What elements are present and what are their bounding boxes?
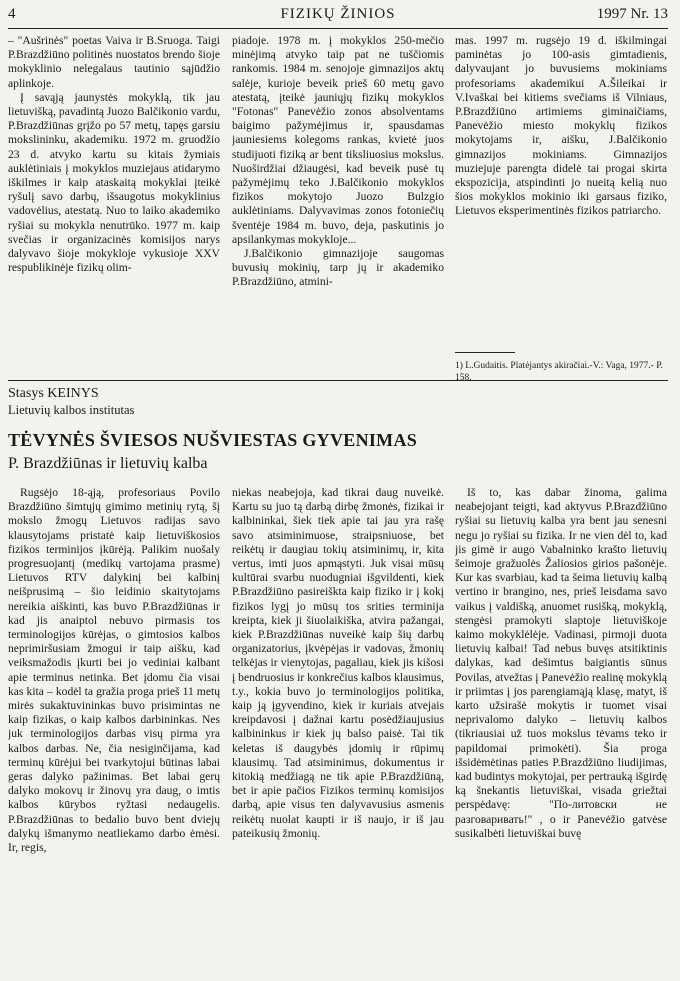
paragraph: Iš to, kas dabar žinoma, galima neabejojant teigti, kad aktyvus P.Brazdžiūno ryšiai su lietuvių kalba yra bent jau senesni negu jo ryšiai su fizika. Ir ne vien dėl to, kad jis gimė ir augo Vabalninko krašto lietuvių šeimoje gražuolės Žaliosios girios pašonėje. Kur kas svarbiau, kad ta šeima lietuvių kalbą vertino ir brangino, nes, prieš leisdama savo vaikus į valdišką, anuomet rusišką, mokyklą, stengėsi pramokyti slaptoje lietuviškoje kaimo mokyklėlėje. Vadinasi, pirmoji duota lietuvių kalbai! Tad nebus buvęs atsitiktinis dalykas, kad dešimtus baigiantis sūnus Povilas, atvežtas į Panevėžio realinę mokyklą ir priimtas į jos parengiamąją klasę, matyt, iš karto užsirašė mokytis ir tuomet visai neprivalomo dalyko – lietuvių kalbos (tikriausiai už tuos mokslus tėvams teko ir papildomai primokėti). Šia proga išsidėmėtinas paties P.Brazdžiūno liudijimas, kad budintys mokytojai, per pertrauką išgirdę ką šnekantis lietuviškai, visada griežtai perspėdavę: "По-литовски не разговаривать!" , o ir Panevėžio gatvėse susikalbėti lietuviškai buvę: [455, 486, 667, 840]
section-rule: [8, 380, 668, 381]
paragraph: Rugsėjo 18-ąją, profesoriaus Povilo Brazdžiūno šimtųjų gimimo metinių rytą, šį mokslo žmogų Lietuvos radijas savo klausytojams pristatė kaip lietuviškosios fizikos terminijos įkūrėją. Palikim nuošaly progresuojantį (medikų vartojama prasme) Lietuvos RTV dalykinį bei kalbinį neišprusimą – šio leidinio skaitytojams nereikia aiškinti, kas buvo P.Brazdžiūnas ir kad jis anaiptol nebuvo pirmasis tos terminologijos kūrėjas, o gimtosios kalbos neprimiršusiam žmogui ir taip aišku, kad veiksmažodis įkurti bei jo vediniai kalbant apie terminus netinka. Bet įdomu čia visai kas kita – kodėl ta gražia proga prieš 11 metų mirės sukaktuvininkas buvo prisimintas ne kaip fizikas, o kaip kalbos darbininkas. Nes juk terminologijos darbas visų pirma yra kalbos darbas. Ne, čia nesiginčijama, kad terminų kūrėjui bei tvarkytojui būtinas labai geras dalyko pažinimas. Bet labai gerų dalyko mokovų ir žinovų yra daug, o imtis kalbos kūrybos ryžtasi nedaugelis. P.Brazdžiūnas to bedalio buvo bent dviejų dalykų išmanymo neatliekamo darbo ėmėsi. Ir, regis,: [8, 486, 220, 855]
article-column-3: [455, 486, 667, 978]
header-rule: [8, 28, 668, 29]
article-subtitle: P. Brazdžiūnas ir lietuvių kalba: [8, 455, 208, 472]
author-institution: Lietuvių kalbos institutas: [8, 403, 135, 417]
footnote: 1) L.Gudaitis. Platėjantys akiračiai.-V.: Vaga, 1977.- P. 158.: [455, 361, 663, 383]
top-article-column-2: [232, 34, 444, 376]
issue-number: 1997 Nr. 13: [596, 6, 668, 22]
article-column-1: [8, 486, 220, 978]
article-column-2: [232, 486, 444, 978]
footnote-rule: [455, 352, 515, 353]
page-number: 4: [8, 6, 16, 22]
page-header: [8, 4, 668, 26]
paragraph: J.Balčikonio gimnazijoje saugomas buvusių mokinių, tarp jų ir akademiko P.Brazdžiūno, atmini-: [232, 247, 444, 289]
journal-title: FIZIKŲ ŽINIOS: [280, 6, 396, 22]
top-article-column-3: [455, 34, 667, 344]
article-title: TĖVYNĖS ŠVIESOS NUŠVIESTAS GYVENIMAS: [8, 430, 418, 450]
paragraph: – "Aušrinės" poetas Vaiva ir B.Sruoga. Taigi P.Brazdžiūno politinės nuostatos brendo šioje mokyklinio nelegalaus tautinio sąjūdžio aplinkoje.: [8, 34, 220, 90]
paragraph: Į savąją jaunystės mokyklą, tik jau lietuvišką, pavadintą Juozo Balčikonio vardu, P.Brazdžiūnas grįžo po 57 metų, tapęs garsiu mokslininku, akademiku. 1972 m. gruodžio 23 d. atvyko kartu su kitais žymiais auklėtiniais į mokyklos muziejaus atidarymo iškilmes ir kaip ataskaitą mokyklai įteikė ryšulį savo darbų, išsaugotus mokyklinius vadovėlius, atestatą. Nuo to laiko akademiko ryšiai su mokykla nenutrūko. 1977 m. kaip svečias ir organizacinės komisijos narys dalyvavo šioje mokykloje vykusioje XXV respublikinėje fizikų olim-: [8, 90, 220, 275]
paragraph: niekas neabejoja, kad tikrai daug nuveikė. Kartu su juo tą darbą dirbę žmonės, fizikai ir kalbininkai, šiek tiek apie tai jau yra rašę savo atsiminimuose, straipsniuose, bet reikėtų ir daugiau tokių atsiminimų, ir, kita vertus, imti juos apmąstyti. Juk visai mūsų kultūrai svarbu nuodugniai išgvildenti, kiek P.Brazdžiūno pasireiškta kaip fiziko ir į kokį fizikos lygį jo mūsų tos srities terminija kreipta, kiek ji šiuolaikiška, atvira pažangai, kiek P.Brazdžiūnas nuveikė kaip šių darbų organizatorius, įkvėpėjas ir vadovas, žmonių telkėjas ir vienytojas, pagaliau, kiek jis kišosi į bendruosius ir konkrečius kalbos klausimus, t.y., kokia buvo jo terminologijos politika, kaip ją įgyvendino, kiek ir kuriais atvejais kreipdavosi į dažnai kartu posėdžiaujusius kalbininkus ir kiek jų balso paisė. Tai tik keletas iš daugybės įdomių ir rūpimų klausimų. Tad atsiminimus, dokumentus ir kitokią medžiagą ne tik apie P.Brazdžiūną, bet ir apie pačios Fizikos terminų komisijos darbą, apie visus ten dalyvavusius asmenis reikėtų nuolat kaupti ir iš naujo, ir iš jau pateikusių žmonių.: [232, 486, 444, 840]
paragraph: piadoje. 1978 m. į mokyklos 250-mečio minėjimą atvyko taip pat ne tuščiomis rankomis. 1984 m. senojoje gimnazijos aktų salėje, kurioje beveik prieš 60 metų gavo atestatą, įteikė jauniųjų fizikų mokyklos "Fotonas" Panevėžio zonos absolventams baigimo pažymėjimus ir, spausdamas jauniesiems kolegoms rankas, kvietė juos studijuoti fiziką ar bent tiksliuosius mokslus. Nuoširdžiai džiaugėsi, kad beveik pusė tų pažymėjimų teko J.Balčikonio mokyklos fizikos mokytojo Juozo Bulzgio auklėtiniams. Dalyvavimas zonos fotoniečių šventėje 1984 m. buvo, deja, paskutinis jo apsilankymas mokykloje...: [232, 34, 444, 246]
top-article-column-1: [8, 34, 220, 376]
paragraph: mas. 1997 m. rugsėjo 19 d. iškilmingai paminėtas jo 100-asis gimtadienis, dalyvaujant jo buvusiems mokiniams profesoriams akademikui A.Šileikai ir V.Ivaškai bei kitiems svečiams iš Vilniaus, P.Brazdžiūno artimiems giminaičiams, Panevėžio miesto mokyklų fizikos mokytojams ir, aišku, J.Balčikonio gimnazijos mokiniams. Gimnazijos muziejuje parengta didelė tai progai skirta ekspozicija, atspindinti jo nueitą kelią nuo šios mokyklos mokinio iki garsaus fiziko, Lietuvos eksperimentinės fizikos patriarcho.: [455, 34, 667, 218]
author-name: Stasys KEINYS: [8, 386, 99, 401]
